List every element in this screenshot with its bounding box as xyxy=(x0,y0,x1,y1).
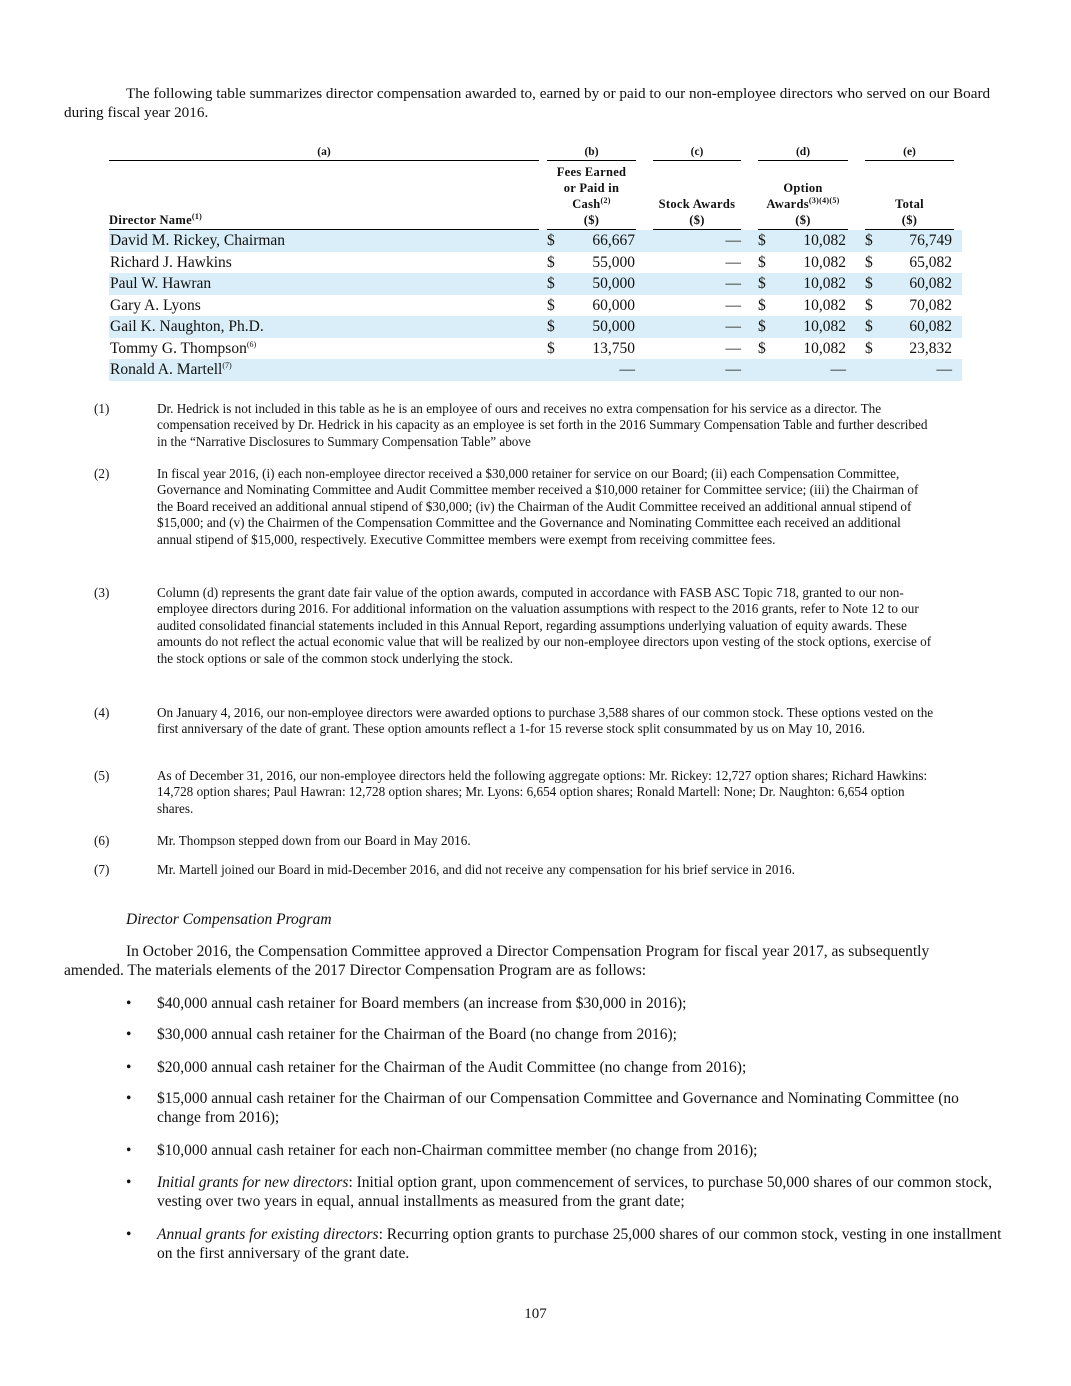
total-cell: 60,082 xyxy=(909,318,952,335)
fees-dollar-cell: $ xyxy=(547,339,555,357)
page-number: 107 xyxy=(524,1306,547,1322)
fees-cell: 55,000 xyxy=(592,253,635,271)
column-rule-d xyxy=(758,160,848,161)
fees-cell: 66,667 xyxy=(592,232,635,249)
fees-dollar-cell: $ xyxy=(547,318,555,335)
stock-cell: — xyxy=(725,318,741,335)
column-letter-c: (c) xyxy=(690,146,704,158)
total-dollar-cell: $ xyxy=(865,275,873,292)
fees-dollar-cell: $ xyxy=(547,275,555,292)
table-row xyxy=(109,273,962,295)
fees-dollar-cell: $ xyxy=(547,232,555,249)
column-letter-b: (b) xyxy=(584,146,599,158)
total-dollar-cell: $ xyxy=(865,296,873,314)
table-row xyxy=(109,338,962,360)
option-cell: 10,082 xyxy=(803,232,846,249)
column-letter-a: (a) xyxy=(317,146,331,158)
director-name-cell: Paul W. Hawran xyxy=(110,275,212,292)
column-rule-e xyxy=(865,160,954,161)
director-name-cell: David M. Rickey, Chairman xyxy=(110,232,286,249)
table-row xyxy=(109,295,962,317)
total-dollar-cell: $ xyxy=(865,318,873,335)
header-fees: Fees Earned or Paid in Cash$^{(2)}$ ($) xyxy=(556,165,627,227)
bullet-icon: • xyxy=(126,995,132,1012)
column-letter-e: (e) xyxy=(903,146,916,158)
total-cell: 70,082 xyxy=(909,296,952,314)
bullet-icon: • xyxy=(126,1090,132,1107)
total-cell: 65,082 xyxy=(909,253,952,271)
stock-cell: — xyxy=(725,339,741,357)
stock-cell: — xyxy=(725,296,741,314)
fees-dollar-cell: $ xyxy=(547,296,555,314)
header-total: Total ($) xyxy=(895,197,924,227)
bullet-icon: • xyxy=(126,1226,132,1243)
intro-paragraph: The following table summarizes director compensation awarded to, earned by or paid to our non-employee directors who served on our Board during fiscal year 2016. xyxy=(64,85,991,121)
header-option-awards: Option Awards$^{(3)(4)(5)}$ ($) xyxy=(766,181,840,227)
stock-cell: — xyxy=(725,361,741,378)
header-director-name: Director Name$^{(1)}$ xyxy=(109,211,203,227)
total-cell: 76,749 xyxy=(909,232,952,249)
fees-dollar-cell: $ xyxy=(547,253,555,271)
option-dollar-cell: $ xyxy=(758,339,766,357)
director-name-cell: Gary A. Lyons xyxy=(110,296,201,314)
fees-cell: 13,750 xyxy=(592,339,635,357)
director-name-cell: Gail K. Naughton, Ph.D. xyxy=(110,318,264,335)
bullet-icon: • xyxy=(126,1174,132,1191)
fees-cell: 50,000 xyxy=(592,318,635,335)
option-cell: 10,082 xyxy=(803,318,846,335)
program-intro-paragraph: In October 2016, the Compensation Committee approved a Director Compensation Program for fiscal year 2017, as subsequently amended. The materials elements of the 2017 Director Compensation Program are as follows: xyxy=(64,943,930,979)
bullet-icon: • xyxy=(126,1142,132,1159)
fees-cell: — xyxy=(619,361,635,378)
total-cell: — xyxy=(936,361,952,378)
column-rule-b xyxy=(547,160,636,161)
header-stock-awards: Stock Awards ($) xyxy=(658,197,736,227)
table-row xyxy=(109,316,962,338)
bullet-icon: • xyxy=(126,1026,132,1043)
option-dollar-cell: $ xyxy=(758,275,766,292)
director-name-cell: Richard J. Hawkins xyxy=(110,253,232,271)
fees-cell: 50,000 xyxy=(592,275,635,292)
option-dollar-cell: $ xyxy=(758,296,766,314)
fees-cell: 60,000 xyxy=(592,296,635,314)
option-cell: 10,082 xyxy=(803,296,846,314)
bullet-icon: • xyxy=(126,1059,132,1076)
option-cell: 10,082 xyxy=(803,339,846,357)
total-cell: 60,082 xyxy=(909,275,952,292)
column-rule-a xyxy=(109,160,539,161)
option-dollar-cell: $ xyxy=(758,232,766,249)
option-cell: — xyxy=(830,361,846,378)
table-row xyxy=(109,359,962,381)
stock-cell: — xyxy=(725,275,741,292)
document-page: The following table summarizes director compensation awarded to, earned by or paid to our non-employee directors who served on our Board during fiscal year 2016. (a) (b) (c) (d) (e) Director Name$^{(1)}$ Fees Earned or Paid in Cash$^{(2)}$ ($) Stock Awards ($) Option Awards$^{(3)(4)(5)}$ ($) Total ($) David M. Rickey, Chairman $ 66,667 — $ 10,082 $ 76,749 Richard J. Hawkins $ 55,000 — $ 10,082 $ 65,082 Paul W. Hawran $ 50,000 — $ 10,082 $ 60,082 Gary A. Lyons $ 60,000 — $ 10,082 $ 70,082 Gail K. Naughton, Ph.D. $ 50,000 — $ 10,082 $ 60,082 Tommy G. Thompson$^{(6)}$ $ 13,750 — $ 10,082 $ 23,832 Ronald A. Martell$^{(7)}$ — — — — (1) Dr. Hedrick is not included in this table as he is an employee of ours and receives no extra compensation for his service as a director. The compensation received by Dr. Hedrick in his capacity as an employee is set forth in the 2016 Summary Compensation Table and further described in the “Narrative Disclosures to Summary Compensation Table” above (2) In fiscal year 2016, (i) each non-employee director received a $30,000 retainer for service on our Board; (ii) each Compensation Committee, Governance and Nominating Committee and Audit Committee member received a $10,000 retainer for Committee service; (iii) the Chairman of the Board received an additional annual stipend of $30,000; (iv) the Chairman of the Audit Committee received an additional annual stipend of $15,000; and (v) the Chairmen of the Compensation Committee and the Governance and Nominating Committee each received an additional annual stipend of $15,000, respectively. Executive Committee members were exempt from receiving committee fees. (3) Column (d) represents the grant date fair value of the option awards, computed in accordance with FASB ASC Topic 718, granted to our non-employee directors during 2016. For additional information on the valuation assumptions with respect to the 2016 grants, refer to Note 12 to our audited consolidated financial statements included in this Annual Report, regarding assumptions underlying valuation of equity awards. These amounts do not reflect the actual economic value that will be realized by our non-employee directors upon vesting of the stock options, exercise of the stock options or sale of the common stock underlying the stock. (4) On January 4, 2016, our non-employee directors were awarded options to purchase 3,588 shares of our common stock. These options vested on the first anniversary of the date of grant. These option amounts reflect a 1-for 15 reverse stock split consummated by us on May 10, 2016. (5) As of December 31, 2016, our non-employee directors held the following aggregate options: Mr. Rickey: 12,727 option shares; Richard Hawkins: 14,728 option shares; Paul Hawran: 12,728 option shares; Mr. Lyons: 6,654 option shares; Ronald Martell: None; Dr. Naughton: 6,654 option shares. (6) Mr. Thompson stepped down from our Board in May 2016. (7) Mr. Martell joined our Board in mid-December 2016, and did not receive any compensation for his brief service in 2016. Director Compensation Program In October 2016, the Compensation Committee approved a Director Compensation Program for fiscal year 2017, as subsequently amended. The materials elements of the 2017 Director Compensation Program are as follows: • $40,000 annual cash retainer for Board members (an increase from $30,000 in 2016); • $30,000 annual cash retainer for the Chairman of the Board (no change from 2016); • $20,000 annual cash retainer for the Chairman of the Audit Committee (no change from 2016); • $15,000 annual cash retainer for the Chairman of our Compensation Committee and Governance and Nominating Committee (no change from 2016); • $10,000 annual cash retainer for each non-Chairman committee member (no change from 2016); • Initial grants for new directors: Initial option grant, upon commencement of services, to purchase 50,000 shares of our common stock, vesting over two years in equal, annual installments as measured from the grant date; • Annual grants for existing directors: Recurring option grants to purchase 25,000 shares of our common stock, vesting in one installment on the first anniversary of the grant date. 107 xyxy=(0,0,1071,1386)
option-dollar-cell: $ xyxy=(758,318,766,335)
option-cell: 10,082 xyxy=(803,275,846,292)
column-rule-c xyxy=(653,160,741,161)
table-row xyxy=(109,230,962,252)
total-dollar-cell: $ xyxy=(865,232,873,249)
option-dollar-cell: $ xyxy=(758,253,766,271)
director-name-cell: Ronald A. Martell$^{(7)}$ xyxy=(110,360,232,378)
total-dollar-cell: $ xyxy=(865,253,873,271)
stock-cell: — xyxy=(725,232,741,249)
total-cell: 23,832 xyxy=(909,339,952,357)
column-letter-d: (d) xyxy=(795,146,811,158)
total-dollar-cell: $ xyxy=(865,339,873,357)
director-name-cell: Tommy G. Thompson$^{(6)}$ xyxy=(110,339,257,357)
table-row xyxy=(109,252,962,274)
section-title: Director Compensation Program xyxy=(126,911,332,928)
option-cell: 10,082 xyxy=(803,253,846,271)
stock-cell: — xyxy=(725,253,741,271)
